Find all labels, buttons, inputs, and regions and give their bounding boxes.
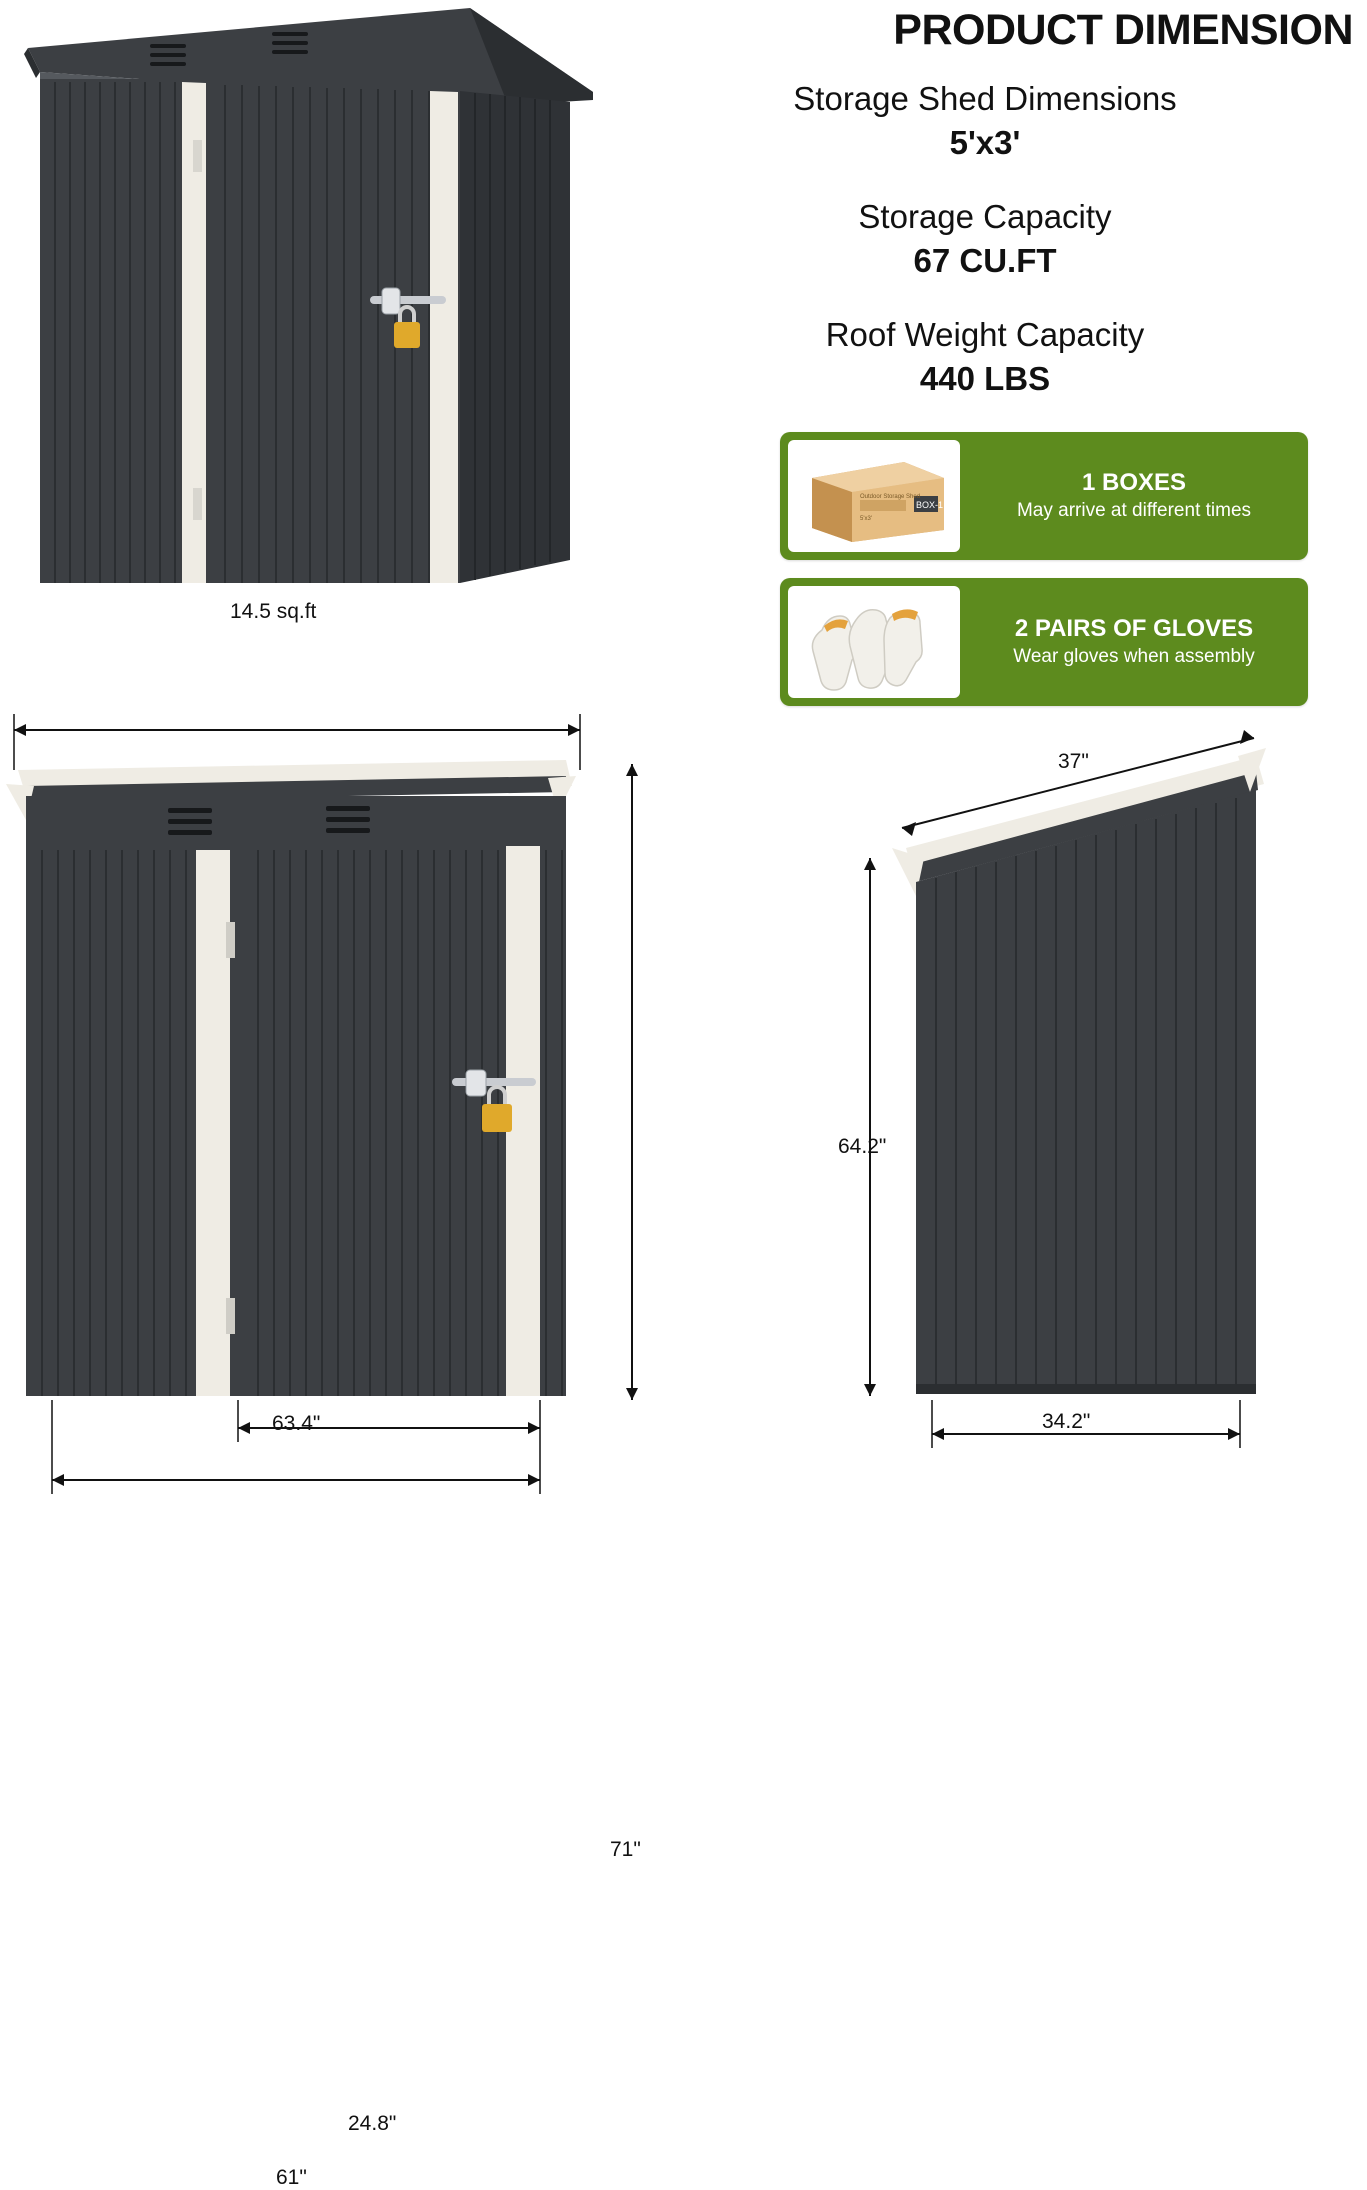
product-dimension-panel	[600, 0, 1367, 720]
dim-side-height	[864, 858, 876, 1396]
spec-2-value: 440 LBS	[919, 360, 1051, 397]
svg-text:Outdoor Storage Shed: Outdoor Storage Shed	[860, 494, 921, 500]
spec-0	[665, 80, 1305, 162]
box-card-text	[960, 469, 1308, 522]
cardboard-box-icon	[794, 444, 954, 548]
dim-top-width-label: 63.4"	[272, 1412, 321, 1435]
dim-base-depth-label: 34.2"	[1042, 1410, 1091, 1433]
gloves-card-text	[960, 615, 1308, 668]
side-view-illustration	[820, 700, 1367, 1500]
hero-caption: 14.5 sq.ft	[230, 600, 317, 623]
front-view	[0, 700, 680, 2189]
spec-1-label: Storage Capacity	[858, 198, 1112, 235]
dim-height-label: 71"	[610, 1838, 641, 1861]
svg-text:BOX-1: BOX-1	[916, 500, 944, 510]
dim-side-height-label: 64.2"	[838, 1135, 887, 1158]
dim-roof-depth-label: 37"	[1058, 750, 1089, 773]
spec-0-value: 5'x3'	[949, 124, 1021, 161]
spec-2-label: Roof Weight Capacity	[825, 316, 1145, 353]
box-card-subtitle: May arrive at different times	[1016, 499, 1252, 521]
front-view-illustration	[0, 700, 680, 1500]
spec-1	[665, 198, 1305, 280]
spec-1-value: 67 CU.FT	[913, 242, 1057, 279]
box-thumbnail	[788, 440, 960, 552]
work-gloves-icon	[794, 590, 954, 694]
spec-0-label: Storage Shed Dimensions	[793, 80, 1177, 117]
side-view	[820, 700, 1367, 1500]
dim-base-width-label: 61"	[276, 2166, 307, 2189]
page-title: PRODUCT DIMENSION	[893, 6, 1353, 54]
hero-shed-illustration	[10, 0, 600, 640]
spec-2	[665, 316, 1305, 398]
gloves-card-title: 2 PAIRS OF GLOVES	[1014, 615, 1254, 643]
gloves-thumbnail	[788, 586, 960, 698]
svg-text:5'x3': 5'x3'	[860, 516, 872, 522]
info-card-gloves	[780, 578, 1308, 706]
dim-height	[626, 764, 638, 1400]
info-card-boxes	[780, 432, 1308, 560]
box-card-title: 1 BOXES	[1081, 469, 1187, 497]
dim-door-width-label: 24.8"	[348, 2112, 397, 2135]
hero-view	[10, 0, 600, 640]
gloves-card-subtitle: Wear gloves when assembly	[1013, 645, 1255, 667]
